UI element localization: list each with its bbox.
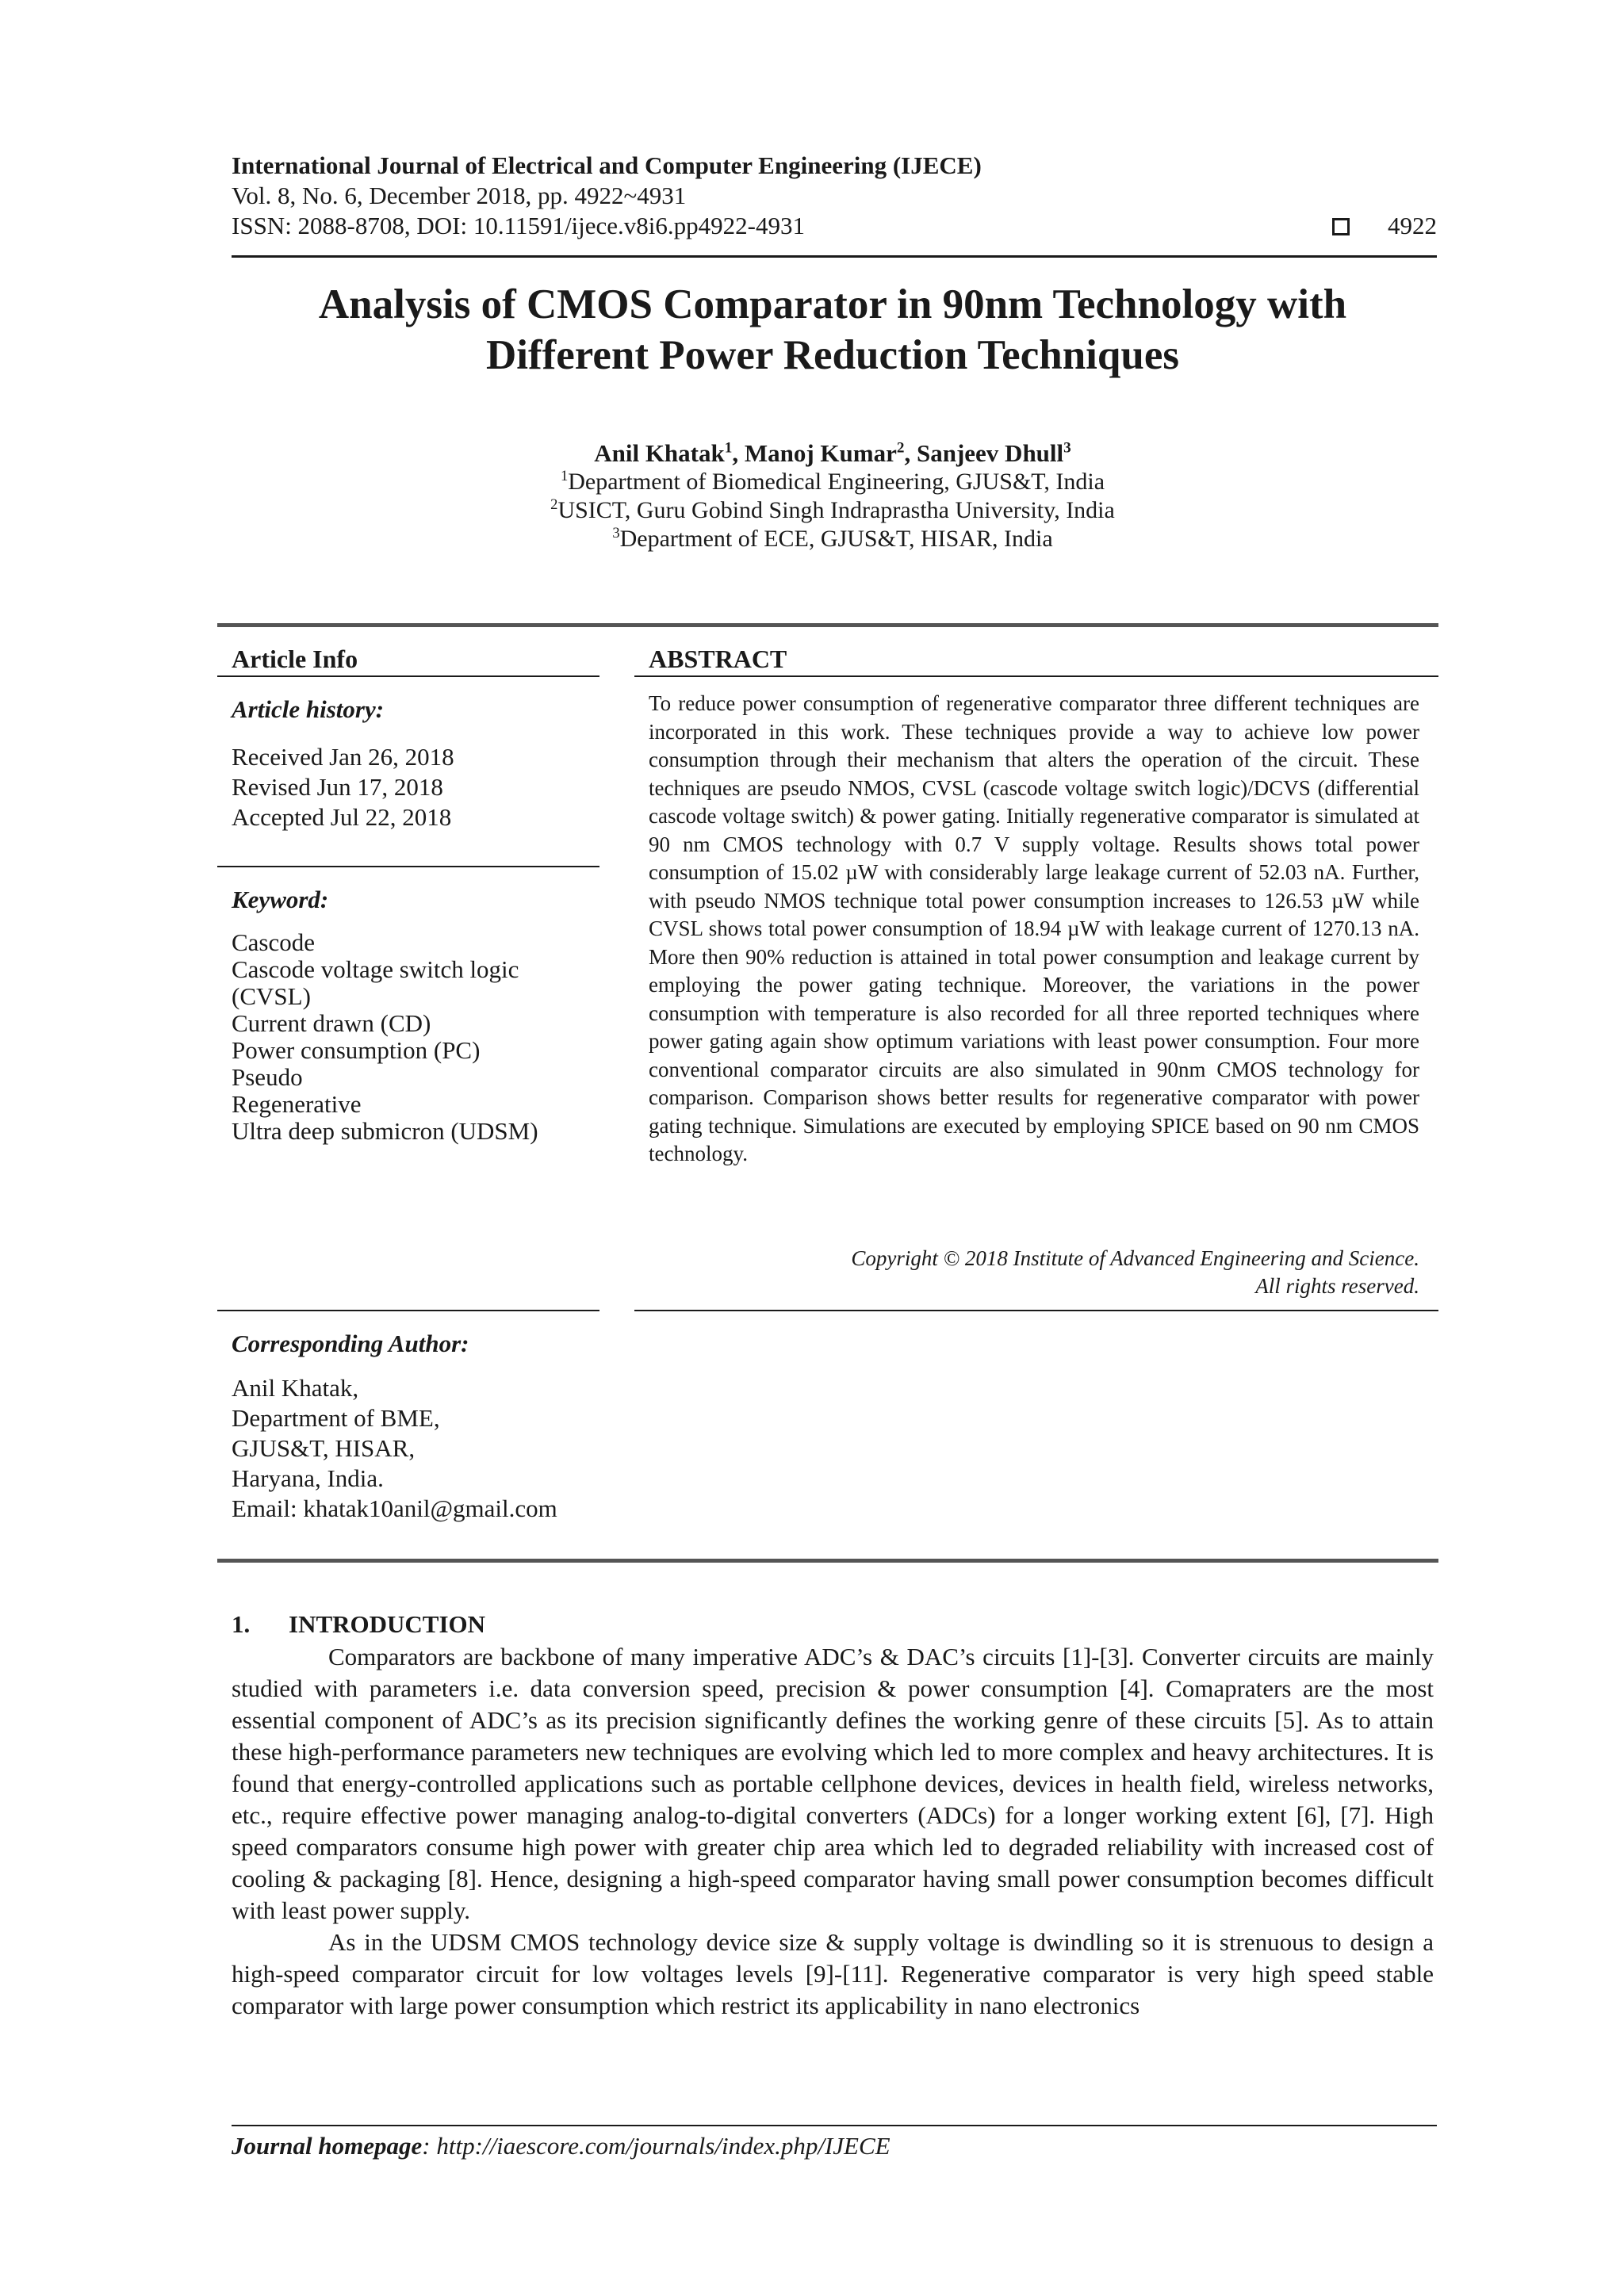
journal-homepage-url[interactable]: : http://iaescore.com/journals/index.php/IJECE — [422, 2132, 891, 2160]
author-name: Manoj Kumar — [744, 439, 897, 467]
author-detail-line: Department of BME, — [232, 1404, 440, 1432]
page-footer — [232, 2131, 891, 2161]
issn-row — [232, 211, 1437, 241]
history-item: Received Jan 26, 2018 — [232, 743, 454, 771]
affiliation: $^3$Department of ECE, GJUS&T, HISAR, India — [612, 525, 1053, 552]
keyword-item: Current drawn (CD) — [232, 1009, 431, 1037]
introduction-heading — [232, 1609, 485, 1640]
corresponding-author-details — [232, 1373, 557, 1524]
left-heading-rule — [217, 675, 599, 677]
author-name: Sanjeev Dhull — [916, 439, 1064, 467]
author-email-line: Email: khatak10anil@gmail.com — [232, 1494, 557, 1522]
title-line-2: Different Power Reduction Techniques — [485, 332, 1179, 378]
author-block — [159, 439, 1507, 553]
abstract-text: To reduce power consumption of regenerative comparator three different techniques are incorporated in this work. These techniques provide a way to achieve low power consumption through their mechanism that alters the operation of the circuit. These techniques are pseudo NMOS, CVSL (cascode voltage switch logic)/DCVS (differential cascode voltage switch) & power gating. Initially regenerative comparator is simulated at 90 nm CMOS technology with 0.7 V supply voltage. Results shows total power consumption of 15.02 µW with considerably large leakage current of 52.03 nA. Further, with pseudo NMOS technique total power consumption increases to 126.53 µW while CVSL shows total power consumption of 18.94 µW with leakage current of 1270.13 nA. More then 90% reduction is attained in total power consumption and leakage current by employing the power gating technique. Moreover, the variations in the power consumption with temperature is also recorded for all three reported techniques where power gating again show optimum variations with least power consumption. Four more conventional comparator circuits are also simulated in 90nm CMOS technology for comparison. Comparison shows better results for regenerative comparator with power gating technique. Simulations are executed by employing SPICE based on 90 nm CMOS technology. — [649, 691, 1419, 1165]
info-box-top-rule — [217, 623, 1438, 627]
keyword-heading: Keyword: — [232, 886, 329, 913]
author-detail-line: Haryana, India. — [232, 1464, 384, 1492]
section-title: INTRODUCTION — [289, 1610, 486, 1638]
article-history-heading: Article history: — [232, 695, 385, 723]
affiliation: $^2$USICT, Guru Gobind Singh Indraprastha University, India — [550, 496, 1115, 523]
info-box-bottom-rule — [217, 1559, 1438, 1563]
body-paragraph: As in the UDSM CMOS technology device size & supply voltage is dwindling so it is strenuous to design a high-speed comparator circuit for low voltages levels [9]-[11]. Regenerative comparator is very high speed stable comparator with large power consumption which restrict its applicability in nano electronics — [232, 1928, 1434, 2019]
author-detail-line: Anil Khatak, — [232, 1374, 359, 1402]
introduction-body — [232, 1641, 1434, 2022]
author-sup: 1 — [724, 439, 733, 457]
article-info-heading: Article Info — [232, 645, 358, 673]
square-box-icon — [1332, 218, 1350, 235]
page-indicator — [1332, 211, 1437, 241]
journal-homepage-label: Journal homepage — [232, 2132, 423, 2160]
paper-title — [159, 279, 1507, 381]
author-names: Anil Khatak$^1$, Manoj Kumar$^2$, Sanjeev Dhull$^3$ — [594, 439, 1071, 467]
article-history — [232, 742, 454, 832]
rights-line: All rights reserved. — [1255, 1274, 1419, 1298]
footer-rule — [232, 2125, 1437, 2126]
left-mid-rule — [217, 1310, 599, 1311]
journal-header — [232, 151, 1437, 241]
author-name: Anil Khatak — [594, 439, 725, 467]
affiliation: $^1$Department of Biomedical Engineering, GJUS&T, India — [560, 468, 1105, 495]
body-paragraph: Comparators are backbone of many imperative ADC’s & DAC’s circuits [1]-[3]. Converter circuits are mainly studied with parameters i.e. data conversion speed, precision & power consumption [4]. Comapraters are the most essential component of ADC’s as its precision significantly defines the working genre of these circuits [5]. As to attain these high-performance parameters new techniques are evolving which led to more complex and heavy architectures. It is found that energy-controlled applications such as portable cellphone devices, devices in health field, wireless networks, etc., require effective power managing analog-to-digital converters (ADCs) for a longer working extent [6], [7]. High speed comparators consume high power with greater chip area which led to degraded reliability with increased cost of cooling & packaging [8]. Hence, designing a high-speed comparator having small power consumption becomes difficult with least power supply. — [232, 1643, 1434, 1924]
keyword-list — [232, 929, 538, 1145]
keyword-item: Cascode — [232, 928, 316, 956]
issn-line: ISSN: 2088-8708, DOI: 10.11591/ijece.v8i6.pp4922-4931 — [232, 212, 805, 239]
page-number: 4922 — [1388, 212, 1437, 239]
title-line-1: Analysis of CMOS Comparator in 90nm Technology with — [318, 281, 1347, 327]
author-sup: 3 — [1063, 439, 1071, 457]
history-item: Revised Jun 17, 2018 — [232, 773, 443, 801]
keyword-item: Ultra deep submicron (UDSM) — [232, 1117, 538, 1145]
keyword-item: Power consumption (PC) — [232, 1036, 481, 1064]
author-detail-line: GJUS&T, HISAR, — [232, 1434, 416, 1462]
keyword-item: Pseudo — [232, 1063, 303, 1091]
abstract-heading: ABSTRACT — [649, 645, 787, 673]
copyright-notice — [649, 1245, 1419, 1300]
section-number: 1. — [232, 1610, 251, 1638]
keyword-item: Cascode voltage switch logic — [232, 955, 519, 983]
keyword-item: (CVSL) — [232, 982, 311, 1010]
history-item: Accepted Jul 22, 2018 — [232, 803, 452, 831]
volume-line: Vol. 8, No. 6, December 2018, pp. 4922~4931 — [232, 182, 687, 209]
abstract-bottom-rule — [634, 1310, 1438, 1311]
author-sup: 2 — [896, 439, 905, 457]
header-rule — [232, 255, 1437, 258]
journal-name: International Journal of Electrical and Computer Engineering (IJECE) — [232, 151, 982, 179]
copyright-line: Copyright © 2018 Institute of Advanced Engineering and Science. — [851, 1246, 1419, 1270]
abstract-heading-rule — [634, 675, 1438, 677]
keyword-item: Regenerative — [232, 1090, 362, 1118]
corresponding-author-heading: Corresponding Author: — [232, 1330, 469, 1357]
history-divider — [217, 866, 599, 867]
